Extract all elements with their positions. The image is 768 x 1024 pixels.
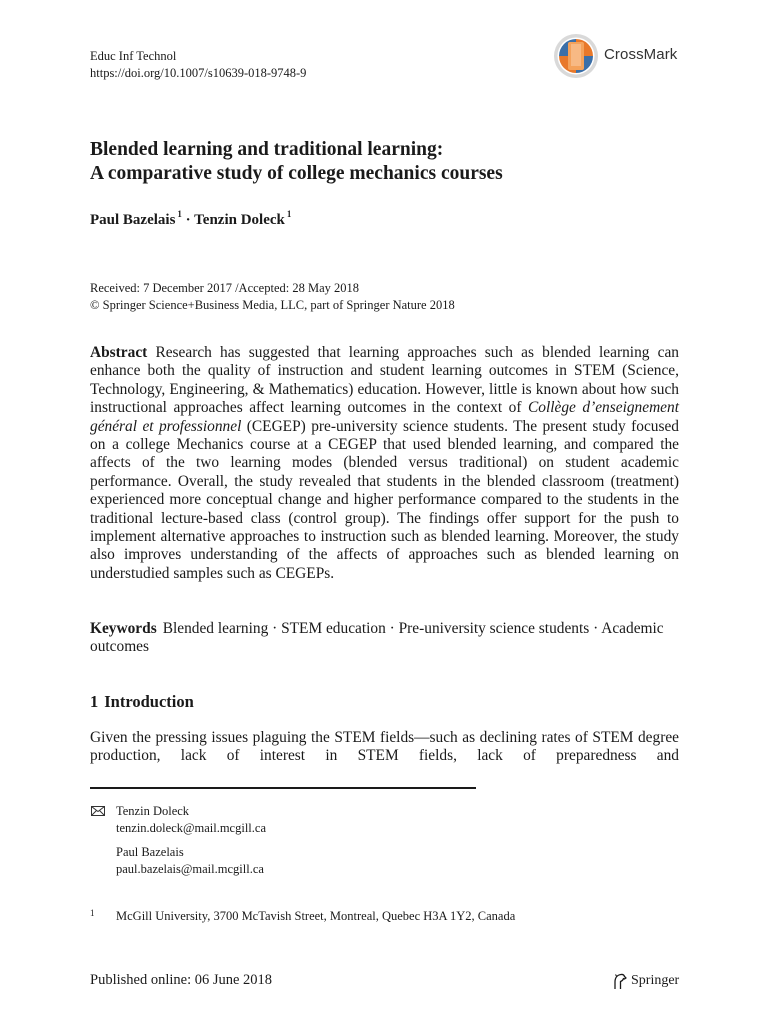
springer-logo[interactable] <box>612 972 692 992</box>
author-separator: · <box>181 212 195 228</box>
author-list <box>90 209 291 229</box>
published-date: Published online: 06 June 2018 <box>90 972 273 988</box>
keywords <box>90 620 679 657</box>
corresponding-author <box>116 803 266 836</box>
springer-horse-icon <box>612 973 628 990</box>
article-title <box>90 138 690 186</box>
journal-name: Educ Inf Technol <box>90 49 177 63</box>
abstract-label: Abstract <box>90 344 148 361</box>
author-1[interactable]: Paul Bazelais <box>90 212 176 228</box>
corr-author-email[interactable]: tenzin.doleck@mail.mcgill.ca <box>116 820 266 835</box>
abstract-italic: Collège d’enseignement général et professionnel <box>90 399 679 435</box>
keywords-label: Keywords <box>90 620 157 637</box>
title-line-1: Blended learning and traditional learning: <box>90 139 444 160</box>
affiliation: McGill University, 3700 McTavish Street, Montreal, Quebec H3A 1Y2, Canada <box>116 909 516 923</box>
received-accepted: Received: 7 December 2017 /Accepted: 28 May 2018 <box>90 281 360 295</box>
author-email[interactable]: paul.bazelais@mail.mcgill.ca <box>116 861 264 876</box>
affiliation-number: 1 <box>90 908 95 918</box>
abstract-text-2: (CEGEP) pre-university science students. The present study focused on a college Mechanics course at a CEGEP that used blended learning, and compared the affects of the two learning modes (blended versus traditional) on student academic performance. Overall, the study revealed that students in the blended classroom (treatment) experienced more conceptual change and higher performance compared to the students in the traditional lecture-based class (control group). The findings offer support for the push to implement alternative approaches to instruction such as blended learning. Moreover, the study also improves understanding of the affects of approaches such as blended learning on understudied samples such as CEGEPs. <box>90 417 679 582</box>
corr-author-name: Tenzin Doleck <box>116 804 190 818</box>
crossmark-label: CrossMark <box>604 46 678 63</box>
journal-header <box>90 48 306 81</box>
keywords-text: Blended learning · STEM education · Pre-university science students · Academic outcomes <box>90 620 664 656</box>
author-1-affil: 1 <box>177 209 182 219</box>
envelope-icon <box>91 806 105 816</box>
author-2-affil: 1 <box>286 209 292 219</box>
copyright: © Springer Science+Business Media, LLC, part of Springer Nature 2018 <box>90 297 455 312</box>
doi-link[interactable]: https://doi.org/10.1007/s10639-018-9748-9 <box>90 65 307 80</box>
crossmark-icon <box>552 32 600 80</box>
abstract <box>90 344 679 583</box>
section-heading <box>90 692 194 712</box>
crossmark-badge[interactable] <box>552 32 682 82</box>
footnote-rule <box>90 787 476 789</box>
intro-paragraph: Given the pressing issues plaguing the STEM fields—such as declining rates of STEM degree production, lack of interest in STEM fields, lack of preparedness and <box>90 729 679 765</box>
author-name: Paul Bazelais <box>116 845 184 859</box>
article-history <box>90 280 455 313</box>
section-title: Introduction <box>104 692 194 711</box>
second-author-contact <box>116 844 264 877</box>
springer-label: Springer <box>631 973 680 988</box>
abstract-text-1: Research has suggested that learning approaches such as blended learning can enhance both the quality of instruction and student learning outcomes in STEM (Science, Technology, Engineering, & Mathematics) education. However, little is known about how such instructional approaches affect learning outcomes in the context of <box>90 344 679 417</box>
author-2[interactable]: Tenzin Doleck <box>194 212 285 228</box>
section-number: 1 <box>90 692 99 711</box>
title-line-2: A comparative study of college mechanics courses <box>90 163 503 184</box>
